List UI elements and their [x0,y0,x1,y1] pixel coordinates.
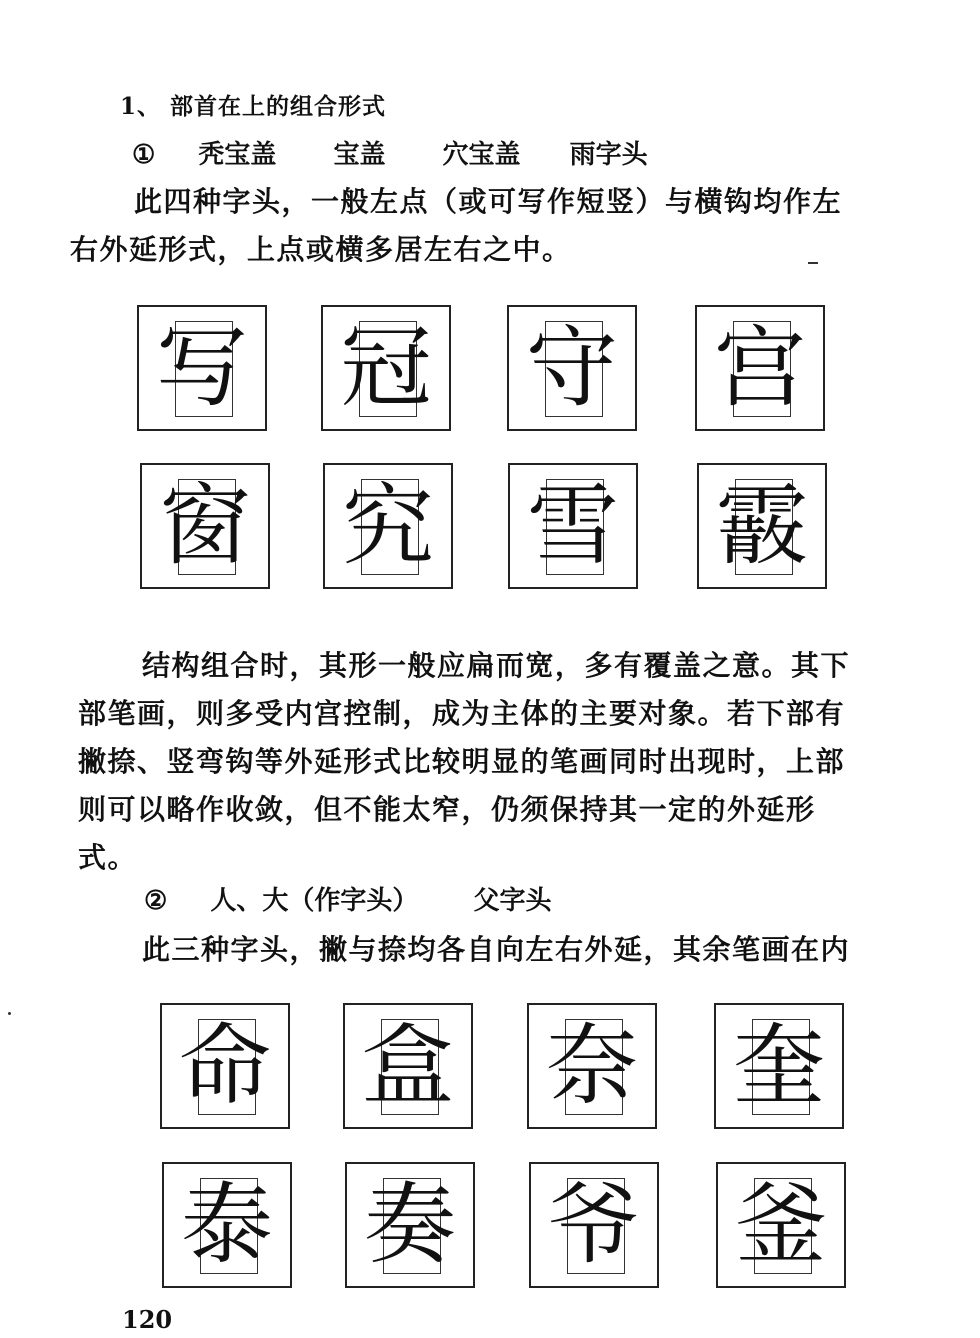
paragraph-line: 右外延形式，上点或横多居左右之中。 [70,233,572,266]
character-example: 奏 [363,1173,457,1276]
character-box [160,1003,290,1129]
character-example: 宫 [713,316,807,419]
radical-name: 父字头 [473,886,552,916]
character-box [507,305,637,431]
character-example: 盒 [361,1014,455,1117]
character-example: 冠 [339,316,433,419]
radical-name: 宝盖 [333,140,386,170]
radical-name: 雨字头 [569,140,648,170]
radical-name: 穴宝盖 [442,140,521,170]
character-example: 奈 [545,1014,639,1117]
character-box [345,1162,475,1288]
character-box [137,305,267,431]
character-box [716,1162,846,1288]
paragraph-line: 式。 [78,841,138,874]
page-number: 120 [122,1305,173,1334]
paragraph-line: 此三种字头，撇与捺均各自向左右外延，其余笔画在内 [142,933,851,966]
character-box [140,463,270,589]
character-box [714,1003,844,1129]
print-speck [8,1012,11,1015]
paragraph-line: 此四种字头，一般左点（或可写作短竖）与横钩均作左 [134,185,843,218]
character-example: 釜 [734,1173,828,1276]
paragraph-line: 结构组合时，其形一般应扁而宽，多有覆盖之意。其下 [142,649,851,682]
character-example: 窗 [158,474,252,577]
character-box [695,305,825,431]
radical-name: 秃宝盖 [198,140,277,170]
character-box [529,1162,659,1288]
print-speck [808,262,818,264]
character-box [343,1003,473,1129]
character-box [323,463,453,589]
character-box [321,305,451,431]
subsection-2-number: ② [144,886,168,916]
subsection-2-heading [144,880,551,917]
character-example: 命 [178,1014,272,1117]
paragraph-line: 撇捺、竖弯钩等外延形式比较明显的笔画同时出现时，上部 [78,745,846,778]
character-example: 泰 [180,1173,274,1276]
section-heading: 1、 部首在上的组合形式 [120,93,387,120]
character-example: 雪 [526,474,620,577]
character-example: 霰 [715,474,809,577]
radical-name: 人、大（作字头） [210,886,419,916]
subsection-1-heading [132,134,648,171]
character-box [527,1003,657,1129]
character-example: 爷 [547,1173,641,1276]
character-box [697,463,827,589]
character-box [162,1162,292,1288]
character-box [508,463,638,589]
character-example: 究 [341,474,435,577]
character-example: 奎 [732,1014,826,1117]
paragraph-line: 则可以略作收敛，但不能太窄，仍须保持其一定的外延形 [78,793,816,826]
paragraph-line: 部笔画，则多受内宫控制，成为主体的主要对象。若下部有 [78,697,846,730]
character-example: 守 [525,316,619,419]
character-example: 写 [155,316,249,419]
subsection-1-number: ① [132,140,156,170]
